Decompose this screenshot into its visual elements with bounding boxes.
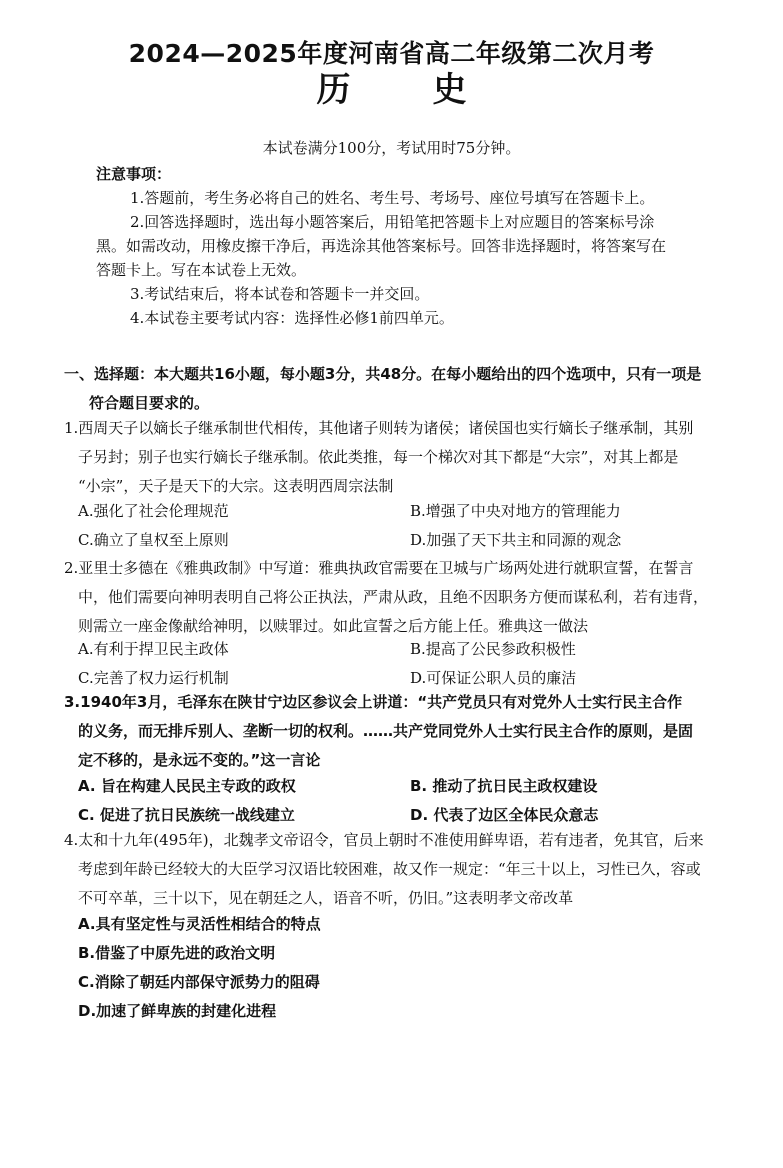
option: A.具有坚定性与灵活性相结合的特点 (78, 915, 321, 933)
question-line: 2.亚里士多德在《雅典政制》中写道：雅典执政官需要在卫城与广场两处进行就职宣誓，在誓言 (64, 559, 694, 577)
question-4-options (78, 910, 748, 1026)
exam-info: 本试卷满分100分，考试用时75分钟。 (262, 139, 521, 157)
option: D.可保证公职人员的廉洁 (410, 669, 577, 687)
option: D.加强了天下共主和同源的观念 (410, 531, 622, 549)
question-line: 子另封；别子也实行嫡长子继承制。依此类推，每一个梯次对其下都是“大宗”，对其上都是 (78, 448, 679, 466)
subject-char: 历 (316, 70, 351, 110)
notice-list (96, 186, 716, 330)
option: A.强化了社会伦理规范 (78, 502, 229, 520)
section-heading (64, 360, 754, 418)
option: B.增强了中央对地方的管理能力 (410, 502, 621, 520)
notice-item: 3.考试结束后，将本试卷和答题卡一并交回。 (130, 285, 430, 303)
notice-item: 1.答题前，考生务必将自己的姓名、考生号、考场号、座位号填写在答题卡上。 (130, 189, 655, 207)
option: B.提高了公民参政积极性 (410, 640, 576, 658)
question-1-options (78, 497, 748, 555)
option: C.消除了朝廷内部保守派势力的阻碍 (78, 973, 320, 991)
option: C.完善了权力运行机制 (78, 669, 229, 687)
question-line: 定不移的，是永远不变的。”这一言论 (78, 751, 321, 769)
notice-item: 4.本试卷主要考试内容：选择性必修1前四单元。 (130, 309, 454, 327)
section-heading-line: 一、选择题：本大题共16小题，每小题3分，共48分。在每小题给出的四个选项中，只有一项是 (64, 365, 702, 383)
question-line: 则需立一座金像献给神明，以赎罪过。如此宣誓之后方能上任。雅典这一做法 (78, 617, 589, 635)
option: C.确立了皇权至上原则 (78, 531, 229, 549)
option: C. 促进了抗日民族统一战线建立 (78, 806, 295, 824)
section-heading-line: 符合题目要求的。 (89, 394, 210, 412)
option: A. 旨在构建人民民主专政的政权 (78, 777, 296, 795)
exam-title: 2024—2025年度河南省高二年级第二次月考 (128, 39, 655, 68)
notice-item: 2.回答选择题时，选出每小题答案后，用铅笔把答题卡上对应题目的答案标号涂 (130, 213, 655, 231)
subject-char: 史 (432, 70, 467, 110)
notice-item-cont: 黑。如需改动，用橡皮擦干净后，再选涂其他答案标号。回答非选择题时，将答案写在 (96, 237, 667, 255)
question-2-options (78, 635, 748, 693)
question-line: 1.西周天子以嫡长子继承制世代相传，其他诸子则转为诸侯；诸侯国也实行嫡长子继承制，其别 (64, 419, 694, 437)
option: D. 代表了边区全体民众意志 (410, 806, 599, 824)
question-1 (64, 414, 754, 501)
option: B. 推动了抗日民主政权建设 (410, 777, 598, 795)
question-line: 中，他们需要向神明表明自己将公正执法，严肃从政，且绝不因职务方便而谋私利，若有违背， (78, 588, 709, 606)
option: A.有利于捍卫民主政体 (78, 640, 229, 658)
question-2 (64, 554, 754, 641)
question-line: 3.1940年3月，毛泽东在陕甘宁边区参议会上讲道：“共产党员只有对党外人士实行民主合作 (64, 693, 683, 711)
option: B.借鉴了中原先进的政治文明 (78, 944, 276, 962)
question-line: “小宗”，天子是天下的大宗。这表明西周宗法制 (78, 477, 394, 495)
question-line: 4.太和十九年(495年)，北魏孝文帝诏令，官员上朝时不准使用鲜卑语，若有违者，免其官，后来 (64, 831, 704, 849)
notice-item-cont: 答题卡上。写在本试卷上无效。 (96, 261, 307, 279)
option: D.加速了鲜卑族的封建化进程 (78, 1002, 277, 1020)
question-line: 的义务，而无排斥别人、垄断一切的权利。……共产党同党外人士实行民主合作的原则，是固 (78, 722, 694, 740)
question-line: 考虑到年龄已经较大的大臣学习汉语比较困难，故又作一规定：“年三十以上，习性已久，容或 (78, 860, 701, 878)
question-3 (64, 688, 754, 775)
question-line: 不可卒革，三十以下，见在朝廷之人，语音不听，仍旧。”这表明孝文帝改革 (78, 889, 574, 907)
question-4 (64, 826, 754, 913)
subject-title (0, 62, 783, 111)
notice-title: 注意事项： (96, 165, 172, 183)
question-3-options (78, 772, 748, 830)
